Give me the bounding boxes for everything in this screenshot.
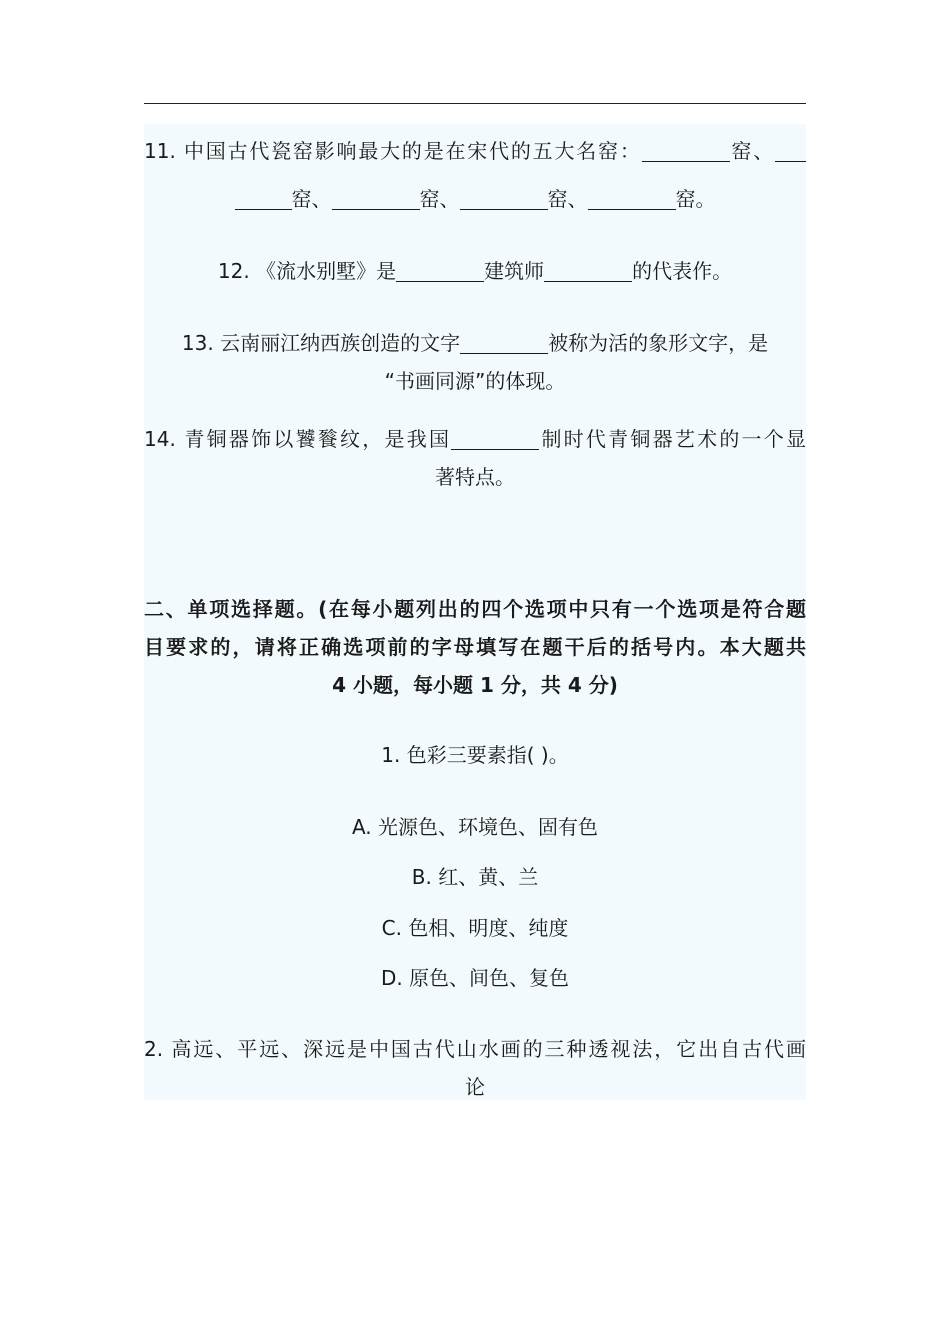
question-14-line-2: 著特点。: [435, 465, 515, 489]
option-c[interactable]: C. 色相、明度、纯度: [381, 916, 569, 940]
question-13-line-1: 13. 云南丽江纳西族创造的文字 被称为活的象形文字，是: [181, 331, 769, 355]
answer-blank[interactable]: [588, 187, 676, 210]
section-2-header-line-3: 4 小题，每小题 1 分，共 4 分): [332, 673, 618, 697]
question-11-line-1: 11. 中国古代瓷窑影响最大的是在宋代的五大名窑： 窑、: [144, 134, 806, 168]
question-number: 2.: [144, 1037, 164, 1061]
header-rule: [144, 103, 806, 104]
question-12: 12. 《流水别墅》是 建筑师 的代表作。: [217, 259, 733, 283]
option-a[interactable]: A. 光源色、环境色、固有色: [351, 815, 599, 839]
choice-question-2-line-1: 2. 高远、平远、深远是中国古代山水画的三种透视法，它出自古代画: [144, 1037, 807, 1061]
question-number: 11.: [144, 139, 176, 163]
section-2-header-line-2: 目要求的，请将正确选项前的字母填写在题干后的括号内。本大题共: [144, 635, 806, 659]
choice-question-2-line-2: 论: [465, 1075, 485, 1099]
answer-blank[interactable]: [396, 259, 484, 282]
answer-blank[interactable]: [460, 187, 548, 210]
answer-blank[interactable]: [642, 139, 730, 162]
question-number: 12.: [217, 259, 250, 283]
answer-blank[interactable]: [451, 427, 539, 450]
question-13-line-2: “书画同源”的体现。: [384, 369, 566, 393]
question-number: 1.: [381, 743, 401, 767]
document-body: [144, 124, 806, 1100]
answer-blank[interactable]: [544, 259, 632, 282]
question-11-line-2: 窑、 窑、 窑、 窑。: [144, 182, 806, 216]
answer-blank[interactable]: [460, 331, 548, 354]
section-2-header-line-1: 二、单项选择题。(在每小题列出的四个选项中只有一个选项是符合题: [144, 597, 806, 621]
question-number: 14.: [144, 427, 176, 451]
question-14-line-1: 14. 青铜器饰以饕餮纹，是我国 制时代青铜器艺术的一个显: [144, 427, 807, 451]
option-d[interactable]: D. 原色、间色、复色: [380, 966, 570, 990]
answer-blank[interactable]: [332, 187, 420, 210]
option-b[interactable]: B. 红、黄、兰: [411, 865, 539, 889]
answer-blank[interactable]: [775, 139, 806, 162]
choice-question-1: 1. 色彩三要素指( )。: [381, 743, 569, 767]
answer-blank[interactable]: [235, 187, 292, 210]
question-number: 13.: [181, 331, 214, 355]
